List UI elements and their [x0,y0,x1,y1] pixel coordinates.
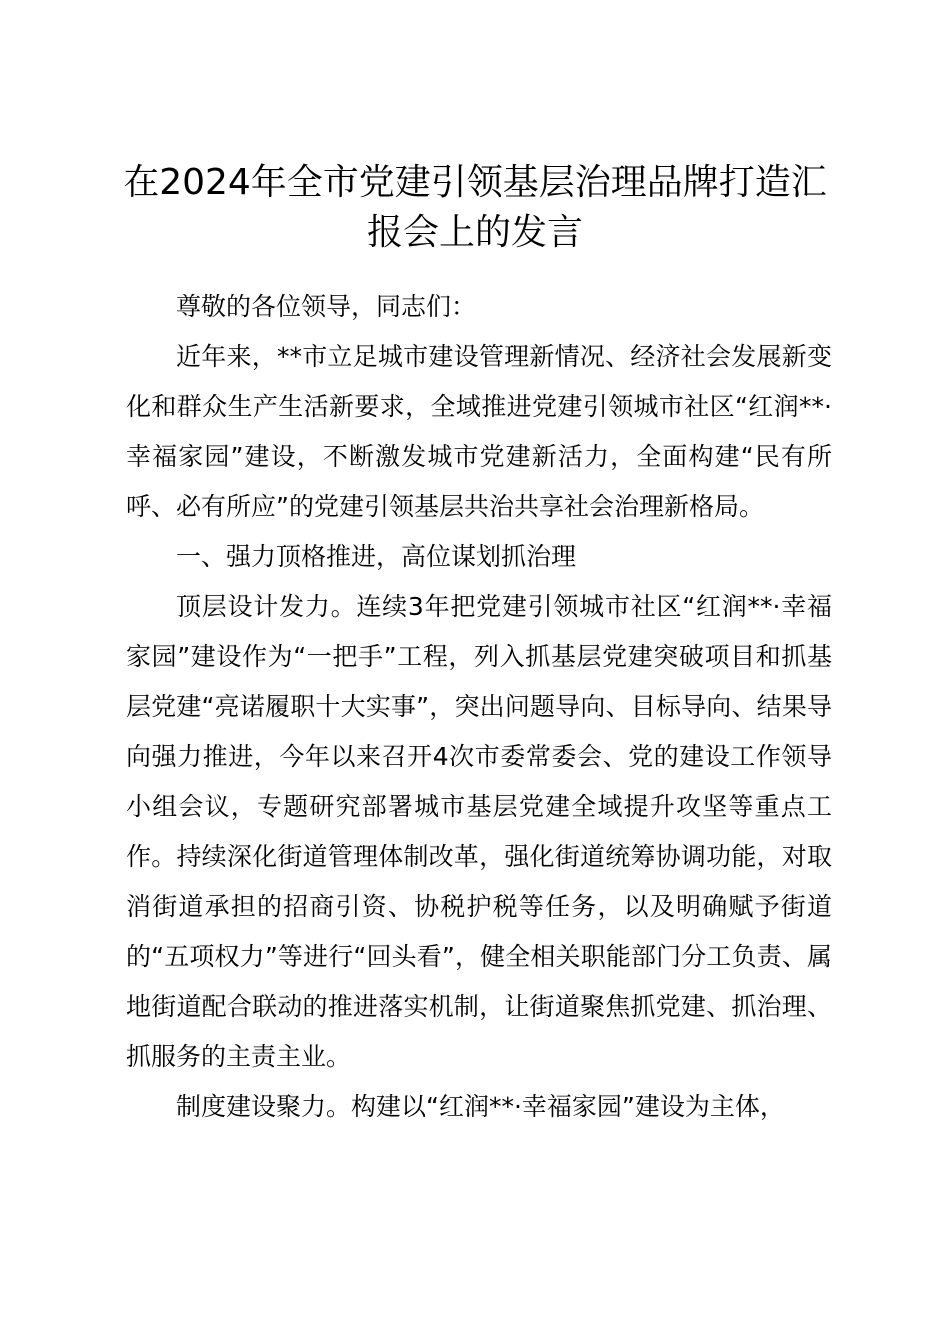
section-heading-1: 一、强力顶格推进，高位谋划抓治理 [176,542,577,571]
intro-paragraph: 近年来，**市立足城市建设管理新情况、经济社会发展新变化和群众生产生活新要求，全域推进党建引领城市社区“红润**·幸福家园”建设，不断激发城市党建新活力，全面构建“民有所呼、必有所应”的党建引领基层共治共享社会治理新格局。 [126,342,832,521]
document-body [126,282,832,1132]
salutation-paragraph: 尊敬的各位领导，同志们： [176,292,477,321]
body-paragraph: 顶层设计发力。连续3年把党建引领城市社区“红润**·幸福家园”建设作为“一把手”工程，列入抓基层党建突破项目和抓基层党建“亮诺履职十大实事”，突出问题导向、目标导向、结果导向强力推进，今年以来召开4次市委常委会、党的建设工作领导小组会议，专题研究部署城市基层党建全域提升攻坚等重点工作。持续深化街道管理体制改革，强化街道统筹协调功能，对取消街道承担的招商引资、协税护税等任务，以及明确赋予街道的“五项权力”等进行“回头看”，健全相关职能部门分工负责、属地街道配合联动的推进落实机制，让街道聚焦抓党建、抓治理、抓服务的主责主业。 [126,592,832,1071]
document-title: 在2024年全市党建引领基层治理品牌打造汇报会上的发言 [123,162,827,253]
body-paragraph: 制度建设聚力。构建以“红润**·幸福家园”建设为主体， [176,1092,785,1121]
